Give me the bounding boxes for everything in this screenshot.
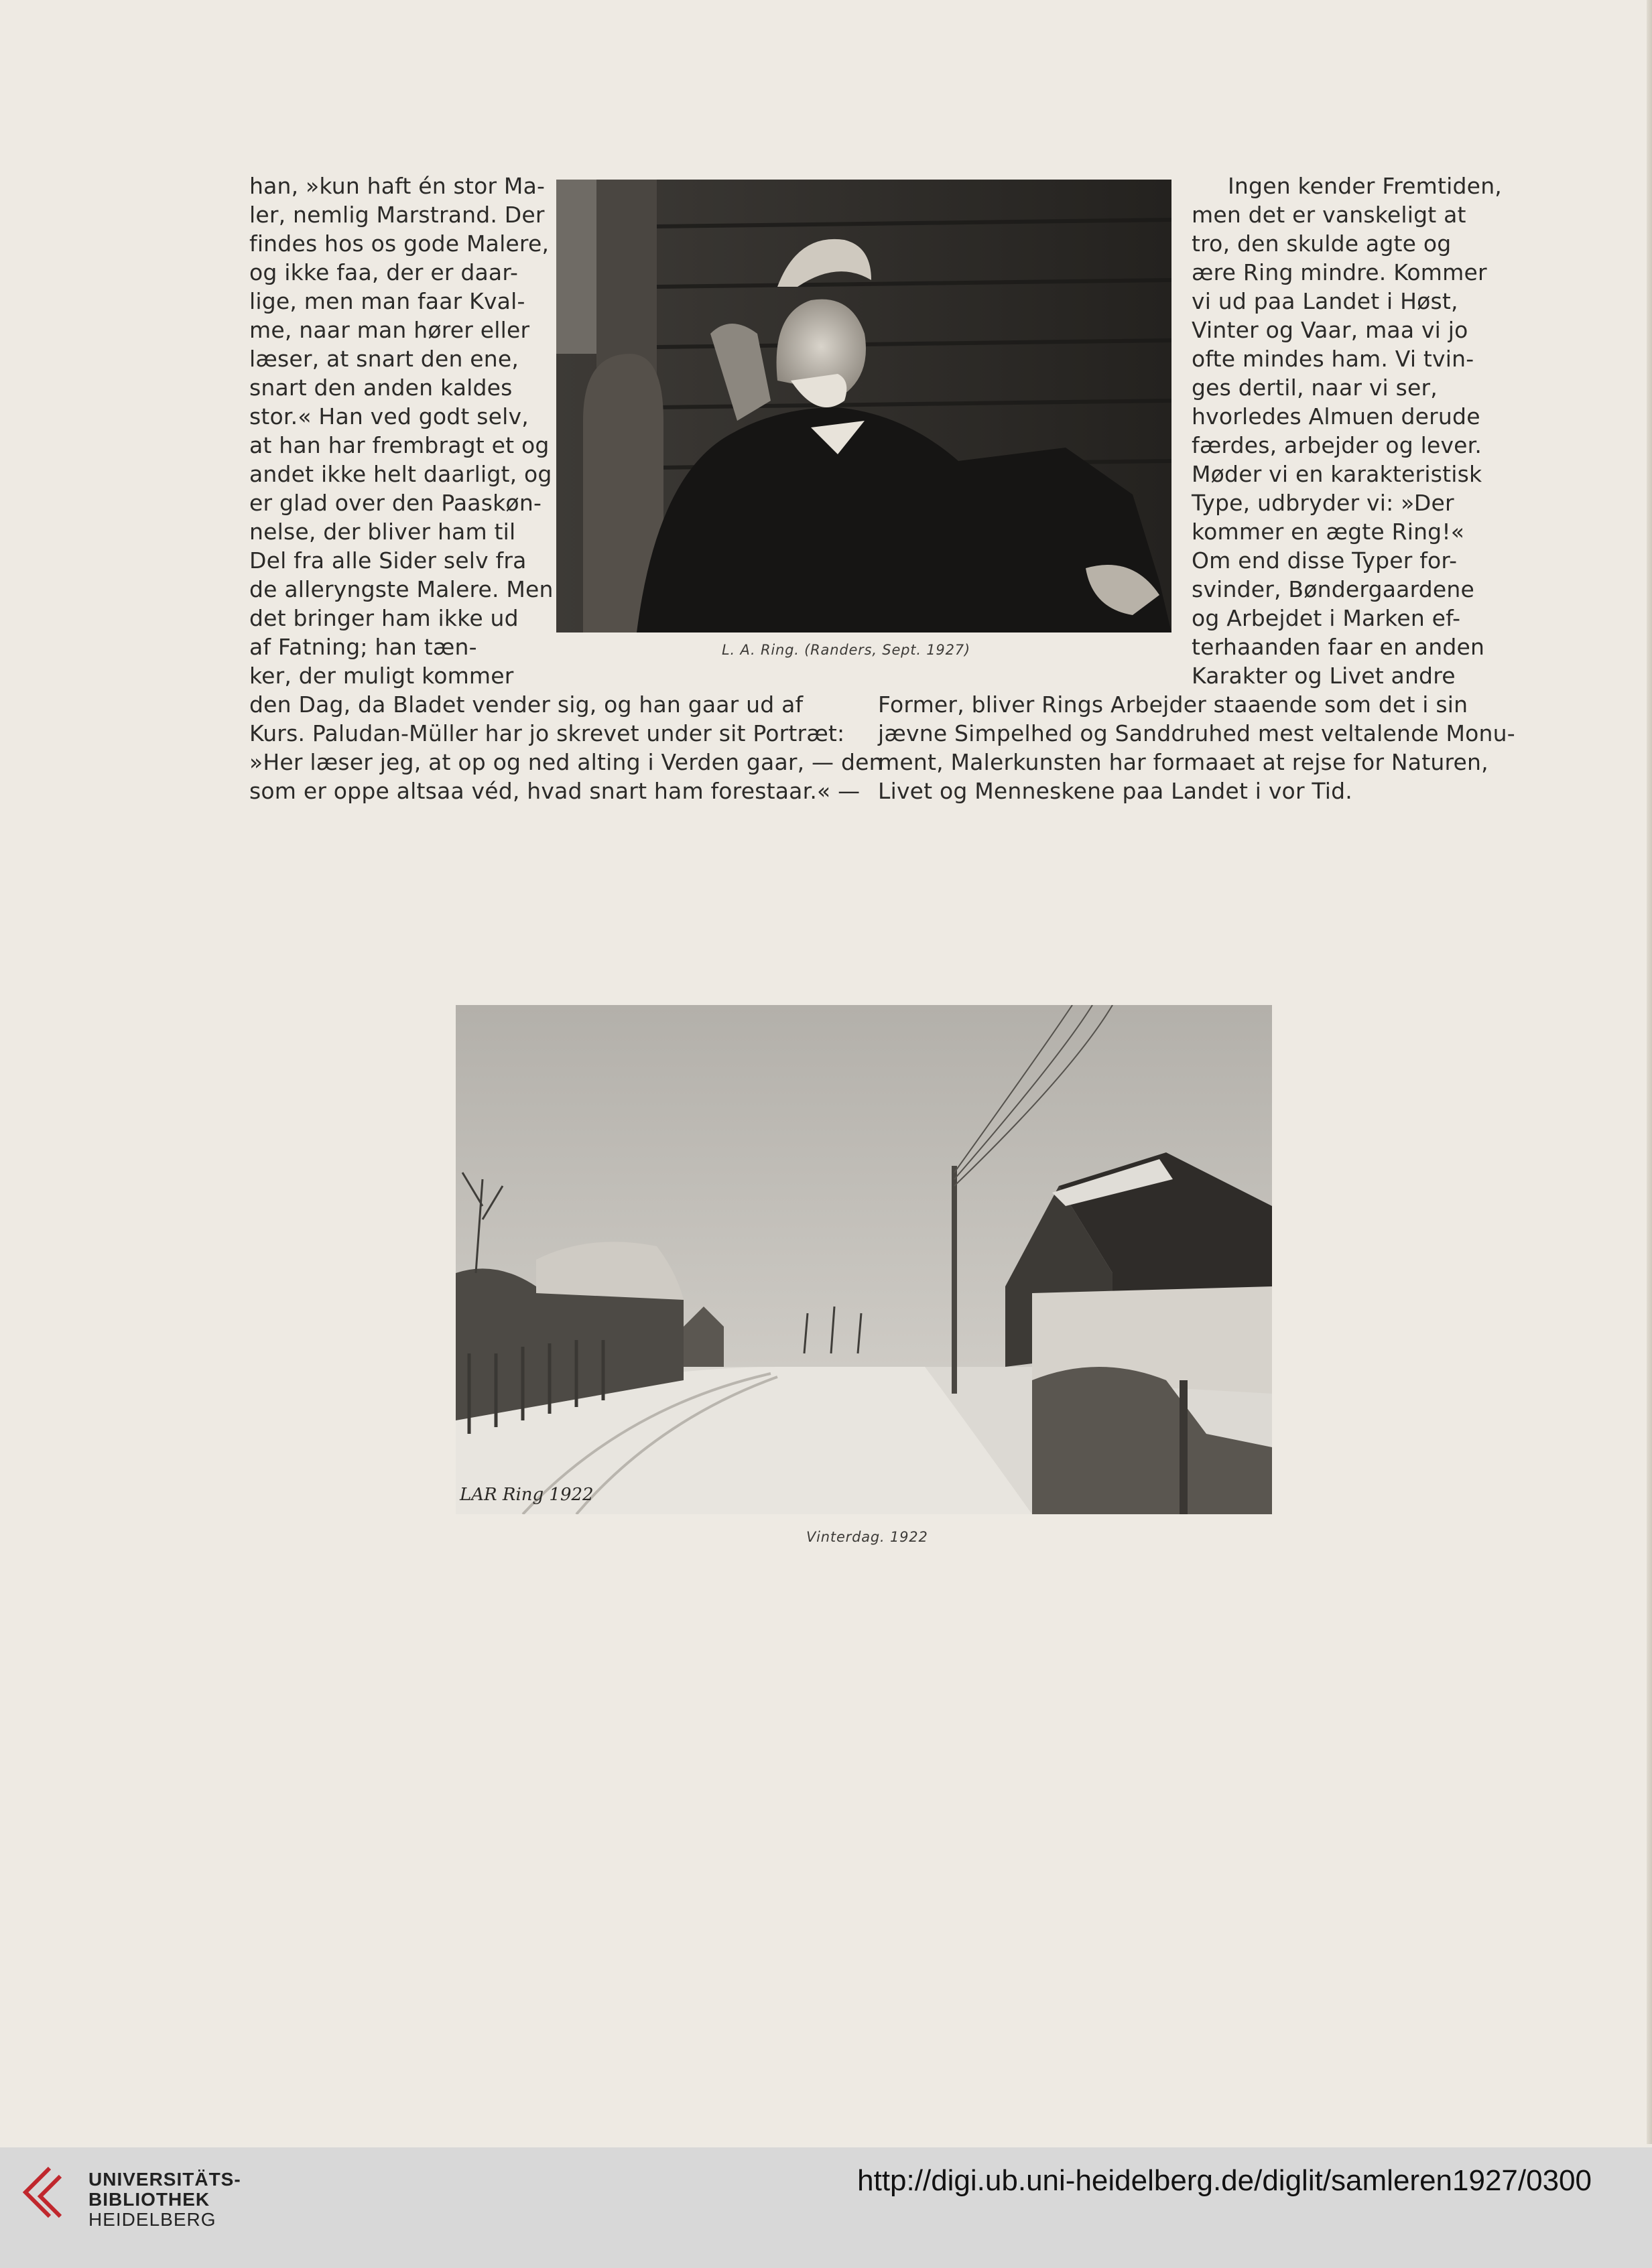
text-line: den Dag, da Bladet vender sig, og han gaar ud af — [249, 691, 804, 718]
text-line: Vinter og Vaar, maa vi jo — [1192, 317, 1468, 343]
text-line: ler, nemlig Marstrand. Der — [249, 202, 545, 228]
text-line: det bringer ham ikke ud — [249, 605, 519, 631]
text-line: hvorledes Almuen derude — [1192, 403, 1480, 429]
text-line: Type, udbryder vi: »Der — [1192, 490, 1454, 516]
text-line: at han har frembragt et og — [249, 432, 550, 458]
text-line: jævne Simpelhed og Sanddruhed mest veltalende Monu- — [878, 720, 1515, 746]
text-line: ære Ring mindre. Kommer — [1192, 259, 1487, 285]
text-line: findes hos os gode Malere, — [249, 230, 550, 257]
logo-line-1: UNIVERSITÄTS- — [88, 2169, 241, 2190]
text-line: ofte mindes ham. Vi tvin- — [1192, 346, 1474, 372]
text-line: ker, der muligt kommer — [249, 663, 514, 689]
text-line: Karakter og Livet andre — [1192, 663, 1456, 689]
source-url-link[interactable]: http://digi.ub.uni-heidelberg.de/diglit/samleren1927/0300 — [857, 2164, 1592, 2197]
logo-line-2: BIBLIOTHEK — [88, 2189, 210, 2210]
text-line: me, naar man hører eller — [249, 317, 530, 343]
winter-painting — [456, 1005, 1272, 1514]
text-line: terhaanden faar en anden — [1192, 634, 1485, 660]
text-line: af Fatning; han tæn- — [249, 634, 477, 660]
text-line: ment, Malerkunsten har formaaet at rejse for Naturen, — [878, 749, 1488, 775]
painting-signature: LAR Ring 1922 — [460, 1485, 594, 1505]
text-line: Del fra alle Sider selv fra — [249, 547, 527, 574]
text-line: lige, men man faar Kval- — [249, 288, 525, 314]
text-line: de alleryngste Malere. Men — [249, 576, 554, 602]
text-line: tro, den skulde agte og — [1192, 230, 1452, 257]
text-line: han, »kun haft én stor Ma- — [249, 173, 546, 199]
university-logo-icon — [19, 2164, 67, 2222]
text-line: og Arbejdet i Marken ef- — [1192, 605, 1461, 631]
painting-caption: Vinterdag. 1922 — [806, 1529, 928, 1545]
text-line: vi ud paa Landet i Høst, — [1192, 288, 1458, 314]
text-line: Om end disse Typer for- — [1192, 547, 1458, 574]
text-line: snart den anden kaldes — [249, 375, 513, 401]
text-line: nelse, der bliver ham til — [249, 519, 516, 545]
text-line: Møder vi en karakteristisk — [1192, 461, 1482, 487]
logo-line-3: HEIDELBERG — [88, 2209, 216, 2230]
text-line: Kurs. Paludan-Müller har jo skrevet under sit Portræt: — [249, 720, 845, 746]
text-line: læser, at snart den ene, — [249, 346, 519, 372]
portrait-photo — [556, 180, 1171, 632]
text-line: Ingen kender Fremtiden, — [1228, 173, 1502, 199]
text-line: stor.« Han ved godt selv, — [249, 403, 529, 429]
text-line: som er oppe altsaa véd, hvad snart ham forestaar.« — — [249, 778, 861, 804]
text-line: men det er vanskeligt at — [1192, 202, 1466, 228]
text-line: og ikke faa, der er daar- — [249, 259, 519, 285]
text-line: er glad over den Paaskøn- — [249, 490, 542, 516]
text-line: ges dertil, naar vi ser, — [1192, 375, 1438, 401]
text-line: Former, bliver Rings Arbejder staaende som det i sin — [878, 691, 1468, 718]
text-line: Livet og Menneskene paa Landet i vor Tid. — [878, 778, 1352, 804]
text-line: færdes, arbejder og lever. — [1192, 432, 1482, 458]
text-line: andet ikke helt daarligt, og — [249, 461, 552, 487]
photo-caption: L. A. Ring. (Randers, Sept. 1927) — [722, 642, 970, 658]
text-line: svinder, Bøndergaardene — [1192, 576, 1475, 602]
text-line: kommer en ægte Ring!« — [1192, 519, 1465, 545]
page-edge — [1647, 0, 1652, 2144]
text-line: »Her læser jeg, at op og ned alting i Verden gaar, — den — [249, 749, 883, 775]
